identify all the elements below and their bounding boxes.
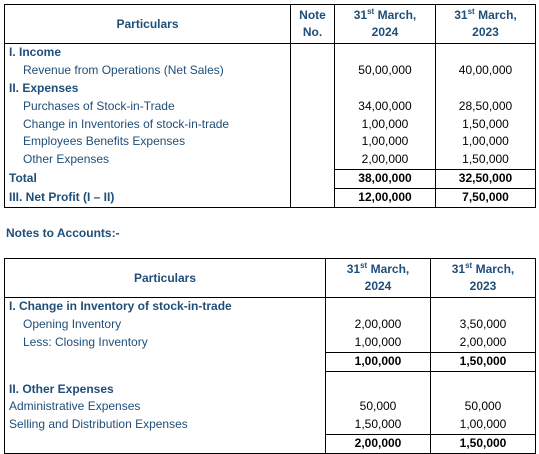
table-row xyxy=(5,316,536,334)
value-2024: 50,00,000 xyxy=(335,62,436,80)
table-row xyxy=(5,398,536,416)
table-header-row xyxy=(5,5,536,44)
value-2023: 1,50,000 xyxy=(436,116,536,134)
table-row xyxy=(5,381,536,399)
value-2024: 2,00,000 xyxy=(335,151,436,169)
value-2023: 40,00,000 xyxy=(436,62,536,80)
subtotal-row xyxy=(5,435,536,454)
value-2024: 1,00,000 xyxy=(335,116,436,134)
value-2023: 28,50,000 xyxy=(436,98,536,116)
section-label: II. Expenses xyxy=(9,80,79,95)
section-label: II. Other Expenses xyxy=(9,381,114,396)
header-particulars: Particulars xyxy=(5,259,326,298)
table-row xyxy=(5,334,536,352)
table-row xyxy=(5,44,536,62)
total-2023: 32,50,000 xyxy=(436,170,536,189)
row-label: Administrative Expenses xyxy=(9,399,141,414)
header-2024: 31st March, 2024 xyxy=(326,259,431,298)
value-2023: 1,00,000 xyxy=(431,416,536,434)
row-label: Revenue from Operations (Net Sales) xyxy=(23,62,224,77)
header-2023: 31st March, 2023 xyxy=(436,5,536,44)
value-2024: 50,000 xyxy=(326,398,431,416)
header-particulars: Particulars xyxy=(5,5,291,44)
total-label: Total xyxy=(9,170,37,185)
value-2024: 1,00,000 xyxy=(326,334,431,352)
row-label: Selling and Distribution Expenses xyxy=(9,417,188,432)
value-2024: 2,00,000 xyxy=(326,316,431,334)
section-label: I. Change in Inventory of stock-in-trade xyxy=(9,299,232,313)
section-label: I. Income xyxy=(9,45,62,59)
header-note-no: Note No. xyxy=(291,5,335,44)
net-profit-row xyxy=(5,189,536,208)
value-2023: 1,00,000 xyxy=(436,133,536,151)
subtotal-2023: 1,50,000 xyxy=(431,352,536,371)
table-row xyxy=(5,151,536,169)
subtotal-2024: 2,00,000 xyxy=(326,435,431,454)
row-label: Opening Inventory xyxy=(23,316,122,331)
value-2023: 2,00,000 xyxy=(431,334,536,352)
value-2024: 1,50,000 xyxy=(326,416,431,434)
table-row xyxy=(5,116,536,134)
subtotal-2024: 1,00,000 xyxy=(326,352,431,371)
header-2023: 31st March, 2023 xyxy=(431,259,536,298)
total-row xyxy=(5,170,536,189)
total-2024: 38,00,000 xyxy=(335,170,436,189)
row-label: Change in Inventories of stock-in-trade xyxy=(23,116,230,131)
table-row xyxy=(5,298,536,316)
header-2024: 31st March, 2024 xyxy=(335,5,436,44)
table-row xyxy=(5,80,536,98)
notes-title: Notes to Accounts:- xyxy=(6,226,120,240)
notes-table xyxy=(4,258,536,454)
row-label: Other Expenses xyxy=(23,152,110,167)
row-label: Purchases of Stock-in-Trade xyxy=(23,98,175,113)
net-profit-label: III. Net Profit (I – II) xyxy=(9,189,115,204)
spacer-row xyxy=(5,371,536,381)
row-label: Less: Closing Inventory xyxy=(23,334,148,349)
row-label: Employees Benefits Expenses xyxy=(23,134,186,149)
value-2023: 50,000 xyxy=(431,398,536,416)
value-2023: 1,50,000 xyxy=(436,151,536,169)
table-row xyxy=(5,62,536,80)
value-2024: 1,00,000 xyxy=(335,133,436,151)
profit-loss-table xyxy=(4,4,536,208)
subtotal-2023: 1,50,000 xyxy=(431,435,536,454)
subtotal-row xyxy=(5,352,536,371)
table-row xyxy=(5,416,536,434)
table-row xyxy=(5,133,536,151)
net-profit-2023: 7,50,000 xyxy=(436,189,536,208)
value-2023: 3,50,000 xyxy=(431,316,536,334)
net-profit-2024: 12,00,000 xyxy=(335,189,436,208)
value-2024: 34,00,000 xyxy=(335,98,436,116)
table-row xyxy=(5,98,536,116)
table-header-row xyxy=(5,259,536,298)
